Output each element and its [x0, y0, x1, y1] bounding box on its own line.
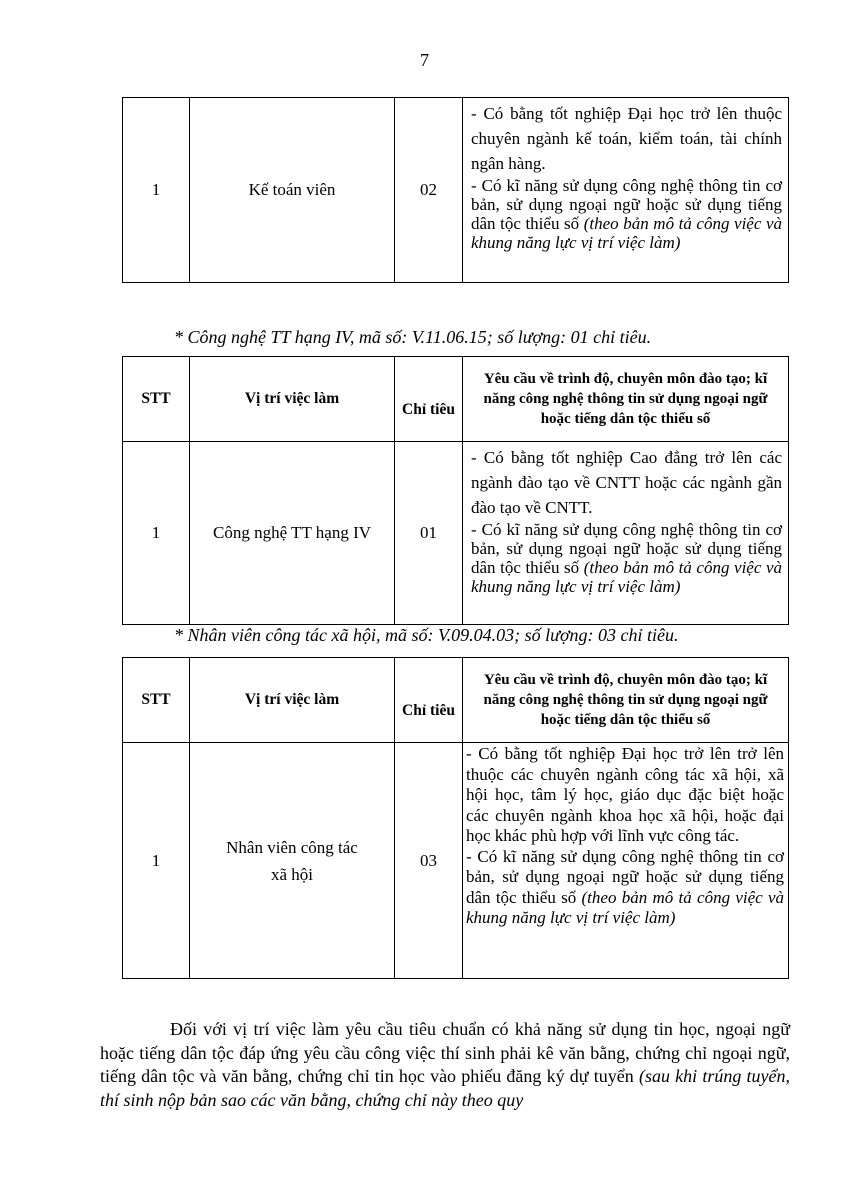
table-row [123, 98, 789, 283]
position-cell: Kế toán viên [190, 98, 395, 283]
position-text: Nhân viên công tác xã hội [226, 837, 358, 884]
requirement-degree: - Có bằng tốt nghiệp Đại học trở lên trở lên thuộc các chuyên ngành công tác xã hội, xã hội học, tâm lý học, giáo dục đặc biệt hoặc các chuyên ngành khoa học xã hội, hoặc đại học khác phù hợp với lĩnh vực công tác. [466, 744, 784, 845]
requirements-cell [463, 98, 789, 283]
header-stt: STT [123, 658, 190, 743]
table-social-worker [122, 657, 789, 979]
requirement-skills-text: - Có kĩ năng sử dụng công nghệ thông tin cơ bản, sử dụng ngoại ngữ hoặc sử dụng tiếng dân tộc thiểu số [466, 846, 784, 907]
section-caption-social-worker: * Nhân viên công tác xã hội, mã số: V.09.04.03; số lượng: 03 chỉ tiêu. [174, 625, 679, 645]
header-position: Vị trí việc làm [190, 357, 395, 442]
header-requirements: Yêu cầu về trình độ, chuyên môn đào tạo; kĩ năng công nghệ thông tin sử dụng ngoại ngữ hoặc tiếng dân tộc thiểu số [463, 658, 789, 743]
table-it [122, 356, 789, 625]
header-requirements: Yêu cầu về trình độ, chuyên môn đào tạo; kĩ năng công nghệ thông tin sử dụng ngoại ngữ hoặc tiếng dân tộc thiểu số [463, 357, 789, 442]
header-quota: Chỉ tiêu [395, 658, 463, 743]
position-cell: Công nghệ TT hạng IV [190, 442, 395, 625]
requirement-skills-note: (theo bản mô tả công việc và khung năng lực vị trí việc làm) [466, 887, 785, 927]
requirement-skills [471, 520, 782, 596]
header-stt: STT [123, 357, 190, 442]
table-accountant [122, 97, 789, 283]
quota-cell: 03 [395, 743, 463, 979]
stt-cell: 1 [123, 442, 190, 625]
header-position: Vị trí việc làm [190, 658, 395, 743]
requirement-degree: - Có bằng tốt nghiệp Cao đẳng trở lên các ngành đào tạo về CNTT hoặc các ngành gần đào tạo về CNTT. [471, 448, 782, 517]
body-paragraph-text: Đối với vị trí việc làm yêu cầu tiêu chuẩn có khả năng sử dụng tin học, ngoại ngữ hoặc tiếng dân tộc đáp ứng yêu cầu công việc thí sinh phải kê văn bằng, chứng chỉ ngoại ngữ, tiếng dân tộc và văn bằng, chứng chỉ tin học vào phiếu đăng ký dự tuyển [100, 1019, 790, 1086]
requirement-skills-text: - Có kĩ năng sử dụng công nghệ thông tin cơ bản, sử dụng ngoại ngữ hoặc sử dụng tiếng dân tộc thiểu số [471, 176, 782, 233]
table-row [123, 442, 789, 625]
requirement-skills [471, 176, 782, 252]
stt-cell: 1 [123, 98, 190, 283]
position-cell [190, 743, 395, 979]
page-number: 7 [420, 50, 429, 70]
table-header-row [123, 357, 789, 442]
body-paragraph-note: (sau khi trúng tuyển, thí sinh nộp bản sao các văn bằng, chứng chỉ này theo quy [100, 1066, 791, 1110]
requirements-cell [463, 743, 789, 979]
requirement-degree: - Có bằng tốt nghiệp Đại học trở lên thuộc chuyên ngành kế toán, kiểm toán, tài chính ngân hàng. [471, 104, 782, 173]
header-quota: Chỉ tiêu [395, 357, 463, 442]
quota-cell: 02 [395, 98, 463, 283]
table-row [123, 743, 789, 979]
requirement-skills-note: (theo bản mô tả công việc và khung năng lực vị trí việc làm) [471, 558, 783, 596]
requirement-skills-note: (theo bản mô tả công việc và khung năng lực vị trí việc làm) [471, 214, 783, 252]
section-caption-it: * Công nghệ TT hạng IV, mã số: V.11.06.15; số lượng: 01 chỉ tiêu. [174, 327, 652, 347]
requirements-cell [463, 442, 789, 625]
requirement-skills [466, 847, 784, 929]
body-paragraph [100, 1018, 790, 1112]
quota-cell: 01 [395, 442, 463, 625]
table-header-row [123, 658, 789, 743]
requirement-skills-text: - Có kĩ năng sử dụng công nghệ thông tin cơ bản, sử dụng ngoại ngữ hoặc sử dụng tiếng dân tộc thiểu số [471, 520, 782, 577]
stt-cell: 1 [123, 743, 190, 979]
